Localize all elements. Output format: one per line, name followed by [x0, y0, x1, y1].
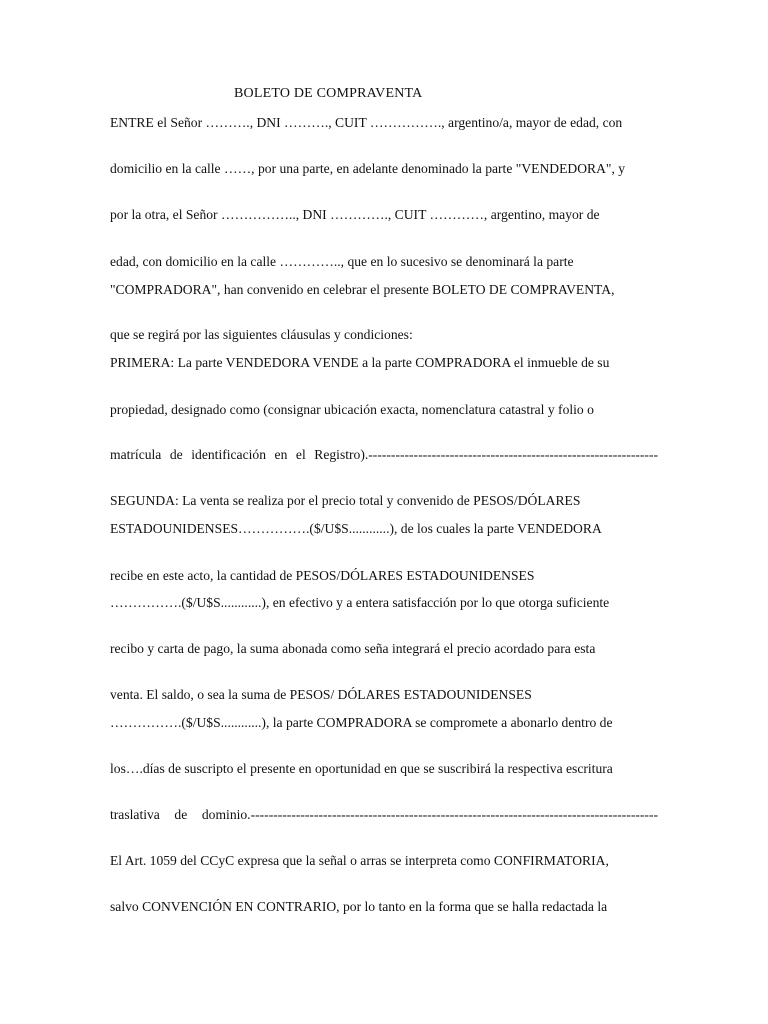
- paragraph-deadline: los….días de suscripto el presente en oportunidad en que se suscribirá la respectiva escritura: [110, 761, 613, 776]
- paragraph-receipt: recibo y carta de pago, la suma abonada como seña integrará el precio acordado para esta: [110, 641, 596, 656]
- paragraph-seller-domicile: domicilio en la calle ……, por una parte, en adelante denominado la parte "VENDEDORA", y: [110, 161, 626, 176]
- paragraph-cash-payment: …………….($/U$S............), en efectivo y a entera satisfacción por lo que otorga suficiente: [110, 595, 610, 610]
- paragraph-convention: salvo CONVENCIÓN EN CONTRARIO, por lo tanto en la forma que se halla redactada la: [110, 899, 608, 914]
- paragraph-registry: matrícula de identificación en el Registro).----------------------------------------------------------------: [110, 447, 658, 462]
- paragraph-property-designation: propiedad, designado como (consignar ubicación exacta, nomenclatura catastral y folio o: [110, 402, 594, 417]
- paragraph-primera: PRIMERA: La parte VENDEDORA VENDE a la parte COMPRADORA el inmueble de su: [110, 355, 610, 370]
- paragraph-total-price: ESTADOUNIDENSES…………….($/U$S............), de los cuales la parte VENDEDORA: [110, 521, 602, 536]
- paragraph-parties-buyer: por la otra, el Señor …………….., DNI …………., CUIT …………, argentino, mayor de: [110, 207, 600, 222]
- paragraph-buyer-domicile: edad, con domicilio en la calle ………….., que en lo sucesivo se denominará la parte: [110, 254, 574, 269]
- paragraph-down-payment: recibe en este acto, la cantidad de PESOS/DÓLARES ESTADOUNIDENSES: [110, 568, 535, 583]
- paragraph-agreement: "COMPRADORA", han convenido en celebrar el presente BOLETO DE COMPRAVENTA,: [110, 282, 615, 297]
- paragraph-clauses-intro: que se regirá por las siguientes cláusulas y condiciones:: [110, 327, 413, 342]
- paragraph-art-1059: El Art. 1059 del CCyC expresa que la señal o arras se interpreta como CONFIRMATORIA,: [110, 853, 609, 868]
- paragraph-segunda: SEGUNDA: La venta se realiza por el precio total y convenido de PESOS/DÓLARES: [110, 493, 581, 508]
- paragraph-deed: traslativa de dominio.------------------------------------------------------------------------------------------: [110, 807, 658, 822]
- paragraph-balance: venta. El saldo, o sea la suma de PESOS/ DÓLARES ESTADOUNIDENSES: [110, 687, 532, 702]
- paragraph-parties-seller: ENTRE el Señor ………., DNI ………., CUIT ……………., argentino/a, mayor de edad, con: [110, 115, 623, 130]
- document-title: BOLETO DE COMPRAVENTA: [234, 86, 423, 101]
- paragraph-balance-payment: …………….($/U$S............), la parte COMPRADORA se compromete a abonarlo dentro de: [110, 715, 613, 730]
